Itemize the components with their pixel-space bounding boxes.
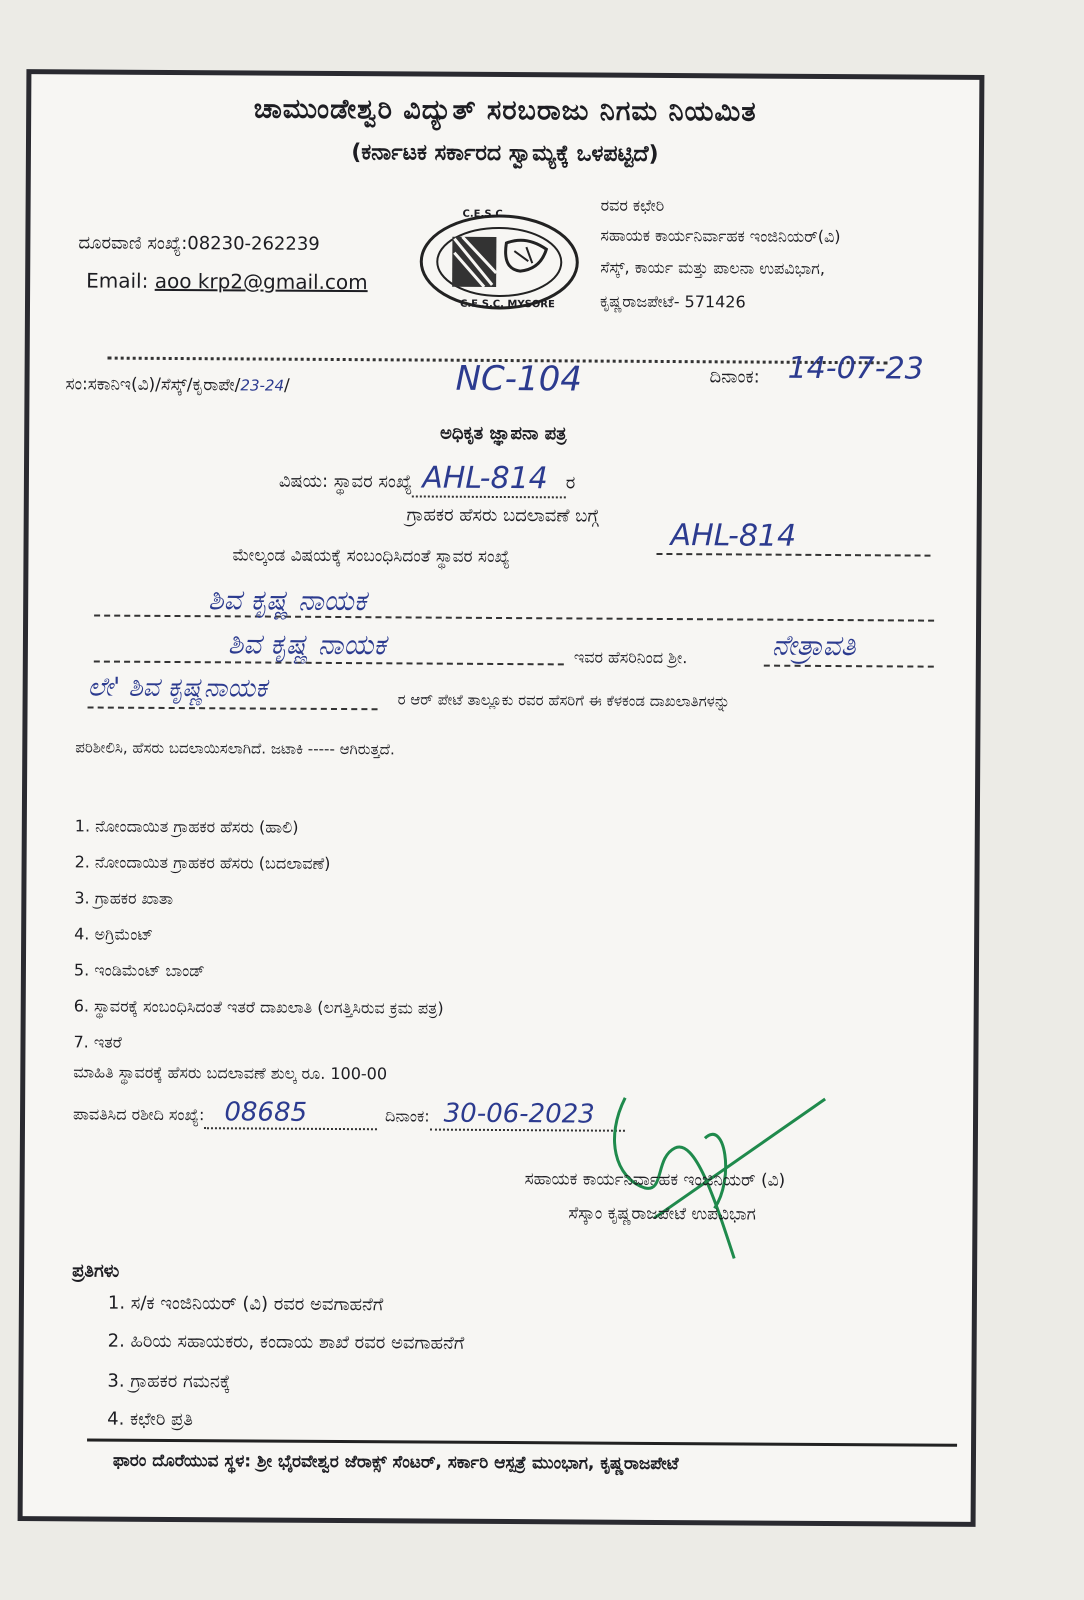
doc-item-4: 4. ಅಗ್ರಿಮೆಂಟ್	[74, 924, 154, 944]
hand-name-4: ನೇತ್ರಾವತಿ	[771, 628, 856, 663]
form-place: ಫಾರಂ ದೊರೆಯುವ ಸ್ಥಳ: ಶ್ರೀ ಭೈರವೇಶ್ವರ ಜೆರಾಕ್ಸ್ ಸೆಂಟರ್, ಸರ್ಕಾರಿ ಆಸ್ಪತ್ರೆ ಮುಂಭಾಗ, ಕೃಷ್ಣರಾಜಪೇಟೆ	[112, 1450, 679, 1475]
footer-divider	[87, 1438, 957, 1446]
receipt-line	[73, 1096, 625, 1129]
para-plant-number: AHL-814	[656, 518, 930, 557]
receipt-date: 30-06-2023	[430, 1099, 625, 1132]
copy-item-4: 4. ಕಛೇರಿ ಪ್ರತಿ	[107, 1408, 194, 1431]
office-line-3: ಸೆಸ್ಕ್, ಕಾರ್ಯ ಮತ್ತು ಪಾಲನಾ ಉಪವಿಭಾಗ,	[600, 257, 826, 278]
label-from: ಇವರ ಹೆಸರಿನಿಂದ ಶ್ರೀ.	[573, 647, 688, 668]
copy-item-3: 3. ಗ್ರಾಹಕರ ಗಮನಕ್ಕೆ	[107, 1370, 231, 1393]
fill-line-3	[764, 665, 934, 668]
signature-office: ಸೆಸ್ಕಾಂ ಕೃಷ್ಣರಾಜಪೇಟೆ ಉಪವಿಭಾಗ	[568, 1203, 756, 1225]
office-line-2: ಸಹಾಯಕ ಕಾರ್ಯನಿರ್ವಾಹಕ ಇಂಜಿನಿಯರ್(ವಿ)	[600, 225, 841, 247]
copy-item-2: 2. ಹಿರಿಯ ಸಹಾಯಕರು, ಕಂದಾಯ ಶಾಖೆ ರವರ ಅವಗಾಹನೆಗೆ	[107, 1330, 465, 1354]
hand-name-1: ಶಿವ ಕೃಷ್ಣ ನಾಯಕ	[208, 583, 367, 618]
document-sheet	[18, 69, 985, 1527]
org-subtitle: (ಕರ್ನಾಟಕ ಸರ್ಕಾರದ ಸ್ವಾಮ್ಯಕ್ಕೆ ಒಳಪಟ್ಟಿದೆ)	[351, 140, 659, 167]
copy-item-1: 1. ಸ/ಕ ಇಂಜಿನಿಯರ್ (ವಿ) ರವರ ಅವಗಾಹನೆಗೆ	[107, 1292, 384, 1316]
para-intro: ಮೇಲ್ಕಂಡ ವಿಷಯಕ್ಕೆ ಸಂಬಂಧಿಸಿದಂತೆ ಸ್ಥಾವರ ಸಂಖ್ಯೆ	[232, 545, 510, 568]
org-title: ಚಾಮುಂಡೇಶ್ವರಿ ವಿದ್ಯುತ್ ಸರಬರಾಜು ನಿಗಮ ನಿಯಮಿತ	[253, 93, 757, 128]
cesc-logo	[414, 206, 585, 317]
subject-value: AHL-814	[412, 460, 566, 498]
copies-label: ಪ್ರತಿಗಳು	[72, 1260, 120, 1282]
reference-line: ಸಂ:ಸಕಾನಿಇ(ವಿ)/ಸೆಸ್ಕ್/ಕೃರಾಪೇ/23-24/	[65, 374, 290, 396]
ref-prefix: ಸಂ:ಸಕಾನಿಇ(ವಿ)/ಸೆಸ್ಕ್/ಕೃರಾಪೇ/	[65, 374, 241, 396]
fill-line-4	[88, 706, 378, 710]
receipt-number: 08685	[204, 1097, 377, 1130]
fee-line: ಮಾಹಿತಿ ಸ್ಥಾವರಕ್ಕೆ ಹೆಸರು ಬದಲಾವಣೆ ಶುಲ್ಕ ರೂ. 100-00	[73, 1062, 388, 1084]
doc-item-3: 3. ಗ್ರಾಹಕರ ಖಾತಾ	[74, 888, 174, 908]
office-line-1: ರವರ ಕಛೇರಿ	[600, 195, 665, 215]
hand-name-3: ಲೇ' ಶಿವ ಕೃಷ್ಣನಾಯಕ	[87, 672, 268, 704]
closing-line: ಪರಿಶೀಲಿಸಿ, ಹೆಸರು ಬದಲಾಯಿಸಲಾಗಿದೆ. ಜಟಾಕಿ ----- ಆಗಿರುತ್ತದೆ.	[75, 738, 395, 759]
subject-suffix: ರ	[565, 472, 576, 494]
ref-date: 14-07-23	[787, 350, 924, 387]
email-value: aoo krp2@gmail.com	[154, 268, 368, 295]
ref-year: 23-24	[240, 376, 285, 395]
logo-top-text: C.E.S.C.	[462, 208, 507, 221]
subject-line	[279, 460, 576, 497]
doc-title: ಅಧಿಕೃತ ಜ್ಞಾಪನಾ ಪತ್ರ	[439, 422, 567, 445]
doc-item-6: 6. ಸ್ಥಾವರಕ್ಕೆ ಸಂಬಂಧಿಸಿದಂತೆ ಇತರೆ ದಾಖಲಾತಿ (ಲಗತ್ತಿಸಿರುವ ಕ್ರಮ ಪತ್ರ)	[73, 996, 444, 1018]
subject-line-2: ಗ್ರಾಹಕರ ಹೆಸರು ಬದಲಾವಣೆ ಬಗ್ಗೆ	[406, 504, 599, 527]
receipt-date-label: ದಿನಾಂಕ:	[385, 1106, 430, 1126]
receipt-label: ಪಾವತಿಸಿದ ರಶೀದಿ ಸಂಖ್ಯೆ:	[73, 1104, 205, 1125]
signature-title: ಸಹಾಯಕ ಕಾರ್ಯನಿರ್ವಾಹಕ ಇಂಜಿನಿಯರ್ (ವಿ)	[524, 1169, 786, 1191]
logo-bottom-text: C.E.S.C. MYSORE	[459, 298, 555, 311]
subject-label: ವಿಷಯ: ಸ್ಥಾವರ ಸಂಖ್ಯೆ	[278, 470, 413, 493]
email-line	[86, 268, 368, 294]
phone-number: ದೂರವಾಣಿ ಸಂಖ್ಯೆ:08230-262239	[78, 232, 320, 255]
doc-item-5: 5. ಇಂಡಿಮೆಂಟ್ ಬಾಂಡ್	[73, 960, 205, 981]
email-label: Email:	[86, 268, 155, 293]
ref-date-label: ದಿನಾಂಕ:	[709, 366, 760, 388]
ref-number: NC-104	[455, 358, 583, 400]
label-taluk: ರ ಆರ್ ಪೇಟೆ ತಾಲ್ಲೂಕು ರವರ ಹೆಸರಿಗೆ ಈ ಕೆಳಕಂಡ ದಾಖಲಾತಿಗಳನ್ನು	[397, 690, 731, 711]
doc-item-2: 2. ನೋಂದಾಯಿತ ಗ್ರಾಹಕರ ಹೆಸರು (ಬದಲಾವಣೆ)	[74, 852, 331, 873]
doc-item-1: 1. ನೋಂದಾಯಿತ ಗ್ರಾಹಕರ ಹೆಸರು (ಹಾಲಿ)	[74, 816, 299, 837]
office-line-4: ಕೃಷ್ಣರಾಜಪೇಟೆ- 571426	[599, 291, 746, 312]
doc-item-7: 7. ಇತರೆ	[73, 1032, 122, 1052]
hand-name-2: ಶಿವ ಕೃಷ್ಣ ನಾಯಕ	[227, 627, 387, 662]
